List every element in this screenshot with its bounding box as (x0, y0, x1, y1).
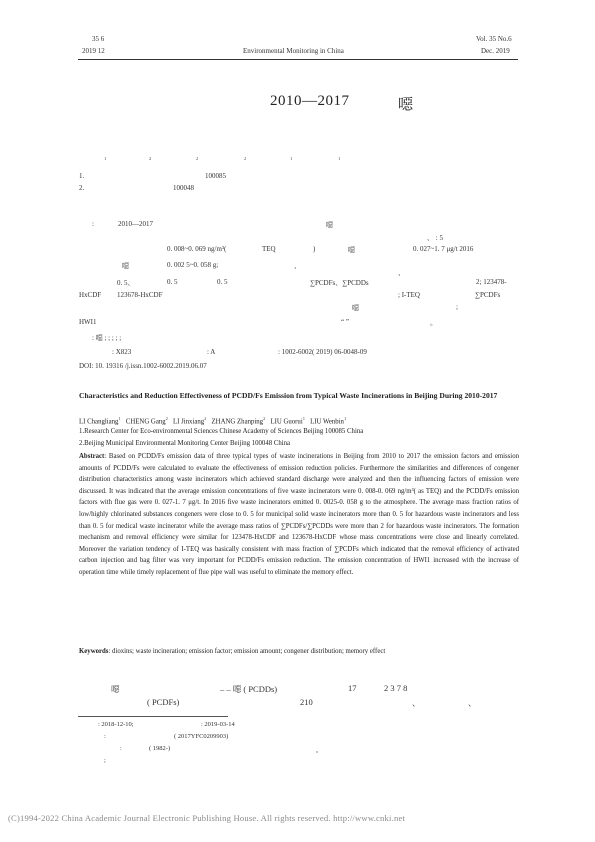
author-en-sup: 1 (118, 416, 121, 421)
fund-number: ( 2017YFC0209903) (174, 733, 229, 740)
abstract-cn-text: HWI1 (79, 318, 97, 326)
footnote-rule (78, 716, 228, 717)
body-cn-text: 17 (348, 683, 357, 693)
abstract-cn-text: 噁 (122, 262, 129, 270)
abstract-cn-text: 、 (398, 269, 405, 277)
revised-date: : 2019-03-14 (201, 721, 235, 728)
author-en-name: LI Changliang (79, 418, 119, 426)
title-cn-glyph: 噁 (398, 97, 414, 113)
abstract-cn-text: HxCDF (79, 291, 102, 299)
keywords-text: : dioxins; waste incineration; emission factor; emission amount; congener distribution; memory effect (108, 648, 386, 655)
document-code: : A (207, 348, 216, 356)
header-issue-cn: 35 6 (92, 35, 105, 43)
affiliation-cn-code: 100085 (205, 172, 226, 180)
title-cn-years: 2010—2017 (270, 93, 350, 109)
abstract-cn-text: 噁 (326, 221, 333, 229)
abstract-cn-text: 0. 008~0. 069 ng/m³( (167, 245, 227, 253)
copyright-line: (C)1994-2022 China Academic Journal Electronic Publishing House. All rights reserved. http://www.cnki.net (8, 813, 406, 823)
author-cn-sup: 2 (149, 156, 152, 161)
author-en-sup: 2 (165, 416, 168, 421)
english-abstract (79, 451, 519, 579)
header-rule (78, 59, 518, 60)
abstract-cn-text: 2010—2017 (118, 220, 153, 228)
abstract-cn-text: 0. 5 (167, 278, 178, 286)
abstract-cn-text: ∑PCDFs、∑PCDDs (310, 279, 369, 287)
abstract-cn-text: 0. 027~1. 7 μg/t 2016 (413, 245, 474, 253)
abstract-text: : Based on PCDD/Fs emission data of three typical types of waste incinerations in Beijing from 2010 to 2017 the emission factors and emission amounts of PCDD/Fs were calculated to evaluate the effectiveness of emission reduction policies. Furthermore the similarities and differences of congener distribution characteristics among waste incinerators which achieved standard discharge were analyzed and then the influencing factors of emission were discussed. It was indicated that the average emission concentrations of five waste incinerators were 0. 008-0. 069 ng/m³( as TEQ) and the PCDD/Fs emission factors with flue gas were 0. 027-1. 7 μg/t. In 2016 five waste incinerators emitted 0. 0025-0. 058 g to the atmosphere. The average mass fraction ratios of low/highly chlorinated substances congeners were close to 0. 5 for municipal solid waste incinerators more than 0. 5 for hazardous waste incinerators and less than 0. 5 for medical waste incinerator while the average mass ratios of ∑PCDFs/∑PCDDs were more than 2 for hazardous waste incinerators. The formation mechanism and removal efficiency were similar for 123478-HxCDF and 123678-HxCDF whose mass concentrations were close and linearly correlated. Moreover the variation tendency of I-TEQ was basically consistent with mass fraction of ∑PCDFs which indicated that the removal efficiency of activated carbon injection and bag filter was very important for PCDD/Fs emission reduction. The emission concentration of HWI1 increased with the increase of operation time while timely replacement of flue pipe wall was useful to eliminate the memory effect. (79, 453, 519, 576)
header-volume: Vol. 35 No.6 (476, 35, 512, 43)
author-en-name: LIU Guorui (270, 418, 303, 426)
author-cn-sup: 2 (244, 156, 247, 161)
abstract-cn-text: TEQ (262, 245, 276, 253)
author-cn-sup: 1 (338, 156, 341, 161)
abstract-cn-text: 。 (430, 319, 437, 327)
affiliation-cn-num: 1. (79, 172, 85, 180)
abstract-cn-text: 0. 002 5~0. 058 g; (167, 261, 219, 269)
author-en-sup: 2 (204, 416, 207, 421)
author-en-name: CHENG Gang (125, 418, 166, 426)
author-cn-sup: 2 (196, 156, 199, 161)
abstract-cn-text: ; I-TEQ (398, 291, 420, 299)
affiliation-cn-code: 100048 (173, 184, 194, 192)
bio-end: 。 (316, 747, 323, 754)
header-journal-name: Environmental Monitoring in China (243, 47, 344, 55)
author-cn-sup: 1 (104, 156, 107, 161)
header-date-en: Dec. 2019 (481, 47, 510, 55)
keywords-label: Keywords (79, 648, 109, 655)
bio-year: ( 1982-) (149, 745, 171, 752)
abstract-label: Abstract (79, 453, 105, 460)
body-cn-text: ( PCDFs) (147, 697, 180, 707)
abstract-cn-text: ∑PCDFs (475, 291, 501, 299)
doi: DOI: 10. 19316 /j.issn.1002-6002.2019.06.07 (79, 362, 207, 370)
received-date: : 2018-12-10; (98, 721, 134, 728)
abstract-cn-text: 噁 (352, 304, 359, 312)
english-title: Characteristics and Reduction Effectiveness of PCDD/Fs Emission from Typical Waste Incinerations in Beijing During 2010-2017 (79, 391, 498, 400)
article-number: : 1002-6002( 2019) 06-0048-09 (278, 348, 367, 356)
body-cn-text: 、 (412, 698, 421, 708)
author-en-name: LI Jinxiang (173, 418, 205, 426)
body-cn-text: 210 (300, 697, 313, 707)
body-cn-text: – – 噁 ( PCDDs) (220, 684, 278, 694)
abstract-cn-text: 0. 5、 (117, 279, 135, 287)
english-affiliation-2: 2.Beijing Municipal Environmental Monitoring Center Beijing 100048 China (79, 440, 291, 447)
abstract-cn-text: 123678-HxCDF (117, 291, 163, 299)
english-keywords (79, 648, 385, 655)
clc-number: : X823 (112, 348, 132, 356)
abstract-cn-text: 、 : 5 (427, 234, 443, 242)
fund-label: : (104, 733, 106, 740)
abstract-cn-text: 、 (294, 262, 301, 270)
abstract-cn-text: ) (313, 245, 316, 253)
corresponding-author: ; (104, 757, 106, 764)
body-cn-text: 2 3 7 8 (384, 683, 408, 693)
author-en-sup: 2 (263, 416, 266, 421)
header-date-cn: 2019 12 (82, 47, 105, 55)
author-cn-sup: 1 (290, 156, 293, 161)
author-en-name: LIU Wenbin (310, 418, 344, 426)
body-cn-text: 、 (468, 698, 477, 708)
author-en-sup: 1 (343, 416, 347, 421)
english-authors (79, 416, 346, 425)
author-en-sup: 1 (302, 416, 305, 421)
abstract-cn-text: 2; 123478- (476, 278, 507, 286)
abstract-cn-text: ; (456, 303, 458, 311)
abstract-cn-text: : (92, 220, 94, 228)
body-cn-text: 噁 (111, 684, 120, 694)
abstract-cn-text: “ ” (341, 318, 349, 326)
bio-label: : (120, 745, 122, 752)
abstract-cn-text: 噁 (348, 246, 355, 254)
english-affiliation-1: 1.Research Center for Eco-environmental Sciences Chinese Academy of Sciences Beijing 100085 China (79, 428, 364, 435)
author-en-name: ZHANG Zhanping (211, 418, 264, 426)
abstract-cn-text: 0. 5 (217, 278, 228, 286)
keywords-cn: : 噁 ; ; ; ; ; (92, 334, 122, 342)
affiliation-cn-num: 2. (79, 184, 85, 192)
